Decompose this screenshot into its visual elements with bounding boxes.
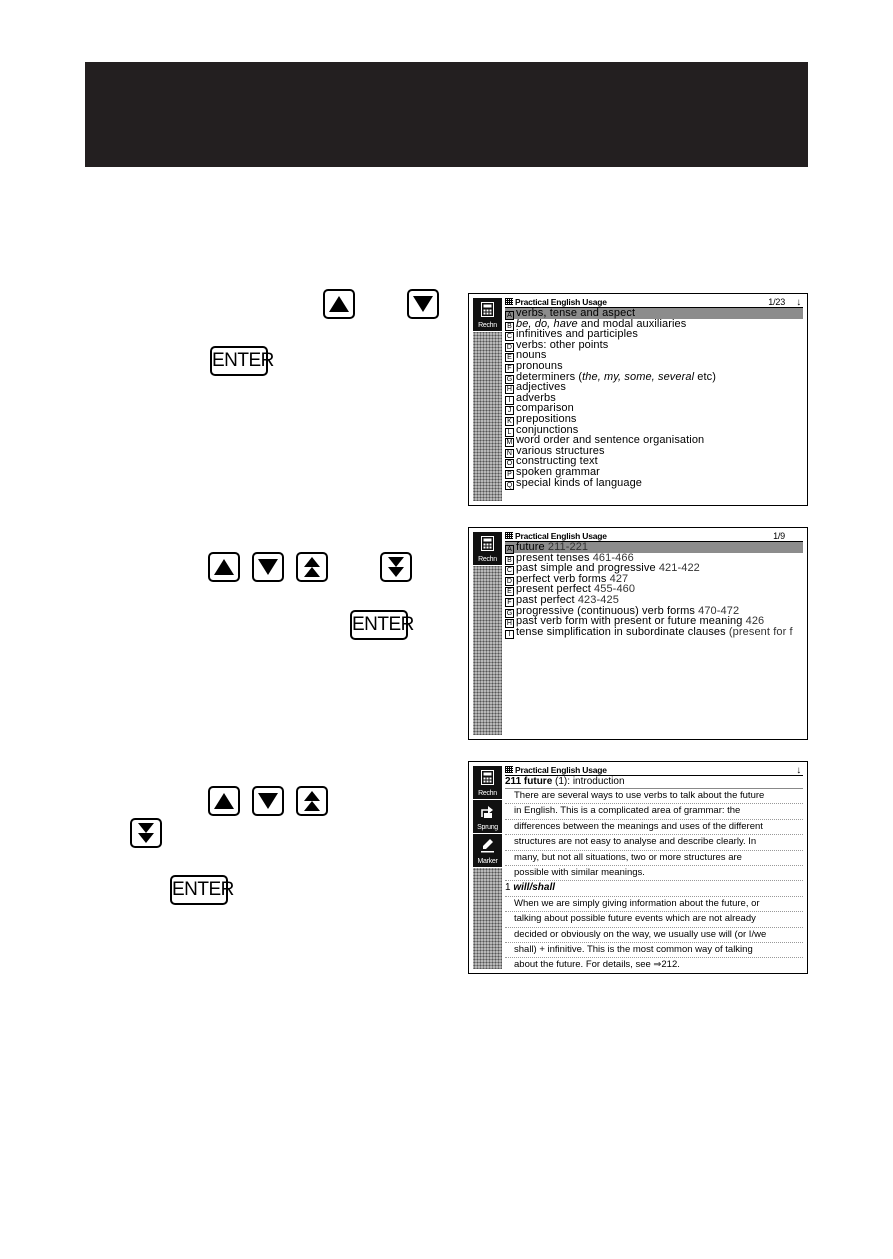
sidebar-label: Marker — [477, 858, 498, 865]
double-up-triangle-icon — [298, 788, 326, 814]
article-line: There are several ways to use verbs to talk about the future — [505, 789, 803, 804]
article-heading: 211 future (1): introduction — [505, 776, 803, 789]
device-screen-contents — [468, 293, 808, 506]
menu-item[interactable]: N various structures — [506, 444, 605, 457]
menu-item[interactable]: G determiners (the, my, some, several etc) — [506, 370, 717, 383]
sidebar-button-rechn[interactable] — [473, 298, 502, 332]
up-triangle-icon — [210, 788, 238, 814]
section-header-bar — [85, 62, 808, 167]
double-down-triangle-icon — [382, 554, 410, 580]
menu-item[interactable]: K prepositions — [505, 414, 803, 425]
down-arrow-key — [407, 289, 439, 319]
menu-item[interactable]: C infinitives and participles — [506, 328, 638, 341]
sidebar-label: Rechn — [478, 322, 497, 329]
sidebar-label: Sprung — [477, 824, 498, 831]
article-line: differences between the meanings and uses of the different — [505, 820, 803, 835]
down-arrow-key — [252, 786, 284, 816]
page-indicator: 1/9 — [773, 531, 785, 541]
marker-icon — [481, 838, 494, 853]
menu-item[interactable]: E nouns — [505, 350, 803, 361]
article-line: in English. This is a complicated area of grammar: the — [505, 804, 803, 819]
down-triangle-icon — [254, 554, 282, 580]
up-triangle-icon — [210, 554, 238, 580]
down-arrow-icon: ↓ — [796, 765, 801, 776]
menu-item[interactable]: O constructing text — [506, 455, 598, 468]
screen-titlebar — [505, 297, 803, 308]
device-screen-contents — [468, 527, 808, 740]
menu-item[interactable]: B present tenses 461-466 — [505, 553, 803, 564]
device-screen-contents — [468, 761, 808, 974]
menu-item[interactable]: F pronouns — [505, 361, 803, 372]
menu-item[interactable]: B be, do, have and modal auxiliaries — [505, 319, 803, 330]
page-up-key — [296, 552, 328, 582]
page-up-key — [296, 786, 328, 816]
enter-key: ENTER — [170, 875, 228, 905]
menu-item[interactable]: I adverbs — [505, 393, 803, 404]
sidebar-button-rechn[interactable] — [473, 532, 502, 566]
article-line: decided or obviously on the way, we usually use will (or I/we — [505, 928, 803, 943]
up-arrow-key — [208, 552, 240, 582]
article-line: about the future. For details, see ⇒212. — [505, 958, 803, 970]
sidebar-label: Rechn — [478, 556, 497, 563]
up-arrow-key — [208, 786, 240, 816]
book-title: Practical English Usage — [515, 765, 607, 775]
article-line: possible with similar meanings. — [505, 866, 803, 881]
down-arrow-icon: ↓ — [796, 297, 801, 308]
enter-key: ENTER — [350, 610, 408, 640]
menu-item[interactable]: M word order and sentence organisation — [506, 434, 705, 447]
screen-sidebar — [473, 298, 502, 501]
down-triangle-icon — [409, 291, 437, 317]
menu-item[interactable]: D perfect verb forms 427 — [506, 572, 629, 585]
calculator-icon — [481, 536, 494, 551]
page-down-key — [130, 818, 162, 848]
up-triangle-icon — [325, 291, 353, 317]
jump-icon — [481, 804, 494, 819]
article-subheading: 1 will/shall — [505, 881, 803, 896]
menu-item[interactable]: A future 211-221 — [505, 542, 803, 553]
menu-item[interactable]: P spoken grammar — [505, 467, 803, 478]
article-line: talking about possible future events which are not already — [505, 912, 803, 927]
down-triangle-icon — [254, 788, 282, 814]
menu-item[interactable]: G progressive (continuous) verb forms 470-472 — [506, 604, 740, 617]
book-grid-icon — [505, 766, 513, 773]
book-grid-icon — [505, 532, 513, 539]
menu-item[interactable]: E present perfect 455-460 — [505, 584, 803, 595]
up-arrow-key — [323, 289, 355, 319]
calculator-icon — [481, 770, 494, 785]
article-line: structures are not easy to analyse and describe clearly. In — [505, 835, 803, 850]
double-down-triangle-icon — [132, 820, 160, 846]
article-line: When we are simply giving information about the future, or — [505, 897, 803, 912]
menu-item[interactable]: L conjunctions — [505, 425, 803, 436]
menu-item[interactable]: Q special kinds of language — [506, 476, 643, 489]
book-grid-icon — [505, 298, 513, 305]
article-line: shall) + infinitive. This is the most common way of talking — [505, 943, 803, 958]
book-title: Practical English Usage — [515, 531, 607, 541]
sidebar-button-marker[interactable] — [473, 834, 502, 868]
menu-item[interactable]: I tense simplification in subordinate clauses (present for f — [505, 627, 803, 638]
menu-item[interactable]: H adjectives — [506, 381, 566, 394]
screen-sidebar — [473, 766, 502, 969]
calculator-icon — [481, 302, 494, 317]
menu-item[interactable]: H past verb form with present or future meaning 426 — [506, 615, 765, 628]
menu-item[interactable]: D verbs: other points — [506, 338, 609, 351]
article-line: many, but not all situations, two or more structures are — [505, 851, 803, 866]
screen-titlebar — [505, 531, 803, 542]
page-indicator: 1/23 — [768, 297, 785, 307]
menu-item[interactable]: F past perfect 423-425 — [505, 595, 803, 606]
double-up-triangle-icon — [298, 554, 326, 580]
menu-item[interactable]: A verbs, tense and aspect — [505, 308, 803, 319]
menu-item[interactable]: C past simple and progressive 421-422 — [506, 562, 700, 575]
screen-sidebar — [473, 532, 502, 735]
sidebar-label: Rechn — [478, 790, 497, 797]
sidebar-button-sprung[interactable] — [473, 800, 502, 834]
enter-key: ENTER — [210, 346, 268, 376]
page-down-key — [380, 552, 412, 582]
book-title: Practical English Usage — [515, 297, 607, 307]
down-arrow-key — [252, 552, 284, 582]
screen-titlebar — [505, 765, 803, 776]
sidebar-button-rechn[interactable] — [473, 766, 502, 800]
menu-item[interactable]: J comparison — [505, 403, 803, 414]
